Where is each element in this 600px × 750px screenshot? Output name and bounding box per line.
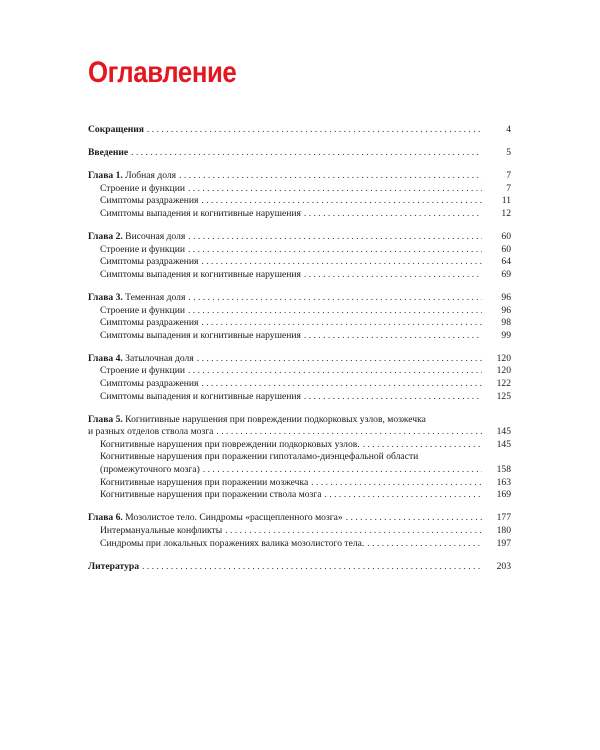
- toc-section: [88, 414, 511, 502]
- toc-page-number: 99: [501, 329, 511, 341]
- toc-page-number: 203: [496, 560, 511, 572]
- toc-page-number: 7: [506, 182, 511, 194]
- toc-subentry[interactable]: [88, 464, 511, 477]
- toc-leader-dots: [179, 170, 482, 183]
- toc-entry-label: [88, 256, 198, 269]
- toc-entry-text: Строение и функции: [100, 182, 185, 194]
- toc-subentry[interactable]: [88, 489, 511, 502]
- toc-subentry[interactable]: [88, 378, 511, 391]
- toc-entry[interactable]: [88, 147, 511, 160]
- toc-section: [88, 292, 511, 342]
- toc-entry[interactable]: [88, 231, 511, 244]
- toc-entry-chapter: Глава 1.: [88, 170, 123, 182]
- toc-entry-chapter: Литература: [88, 560, 140, 572]
- toc-subentry[interactable]: [88, 305, 511, 318]
- toc-entry-label: [88, 477, 308, 490]
- toc-entry-label: [88, 305, 185, 318]
- toc-leader-dots: [147, 124, 482, 137]
- toc-page-number: 120: [496, 352, 511, 364]
- toc-entry-text: Когнитивные нарушения при поражении гипоталамо-диэнцефальной области: [100, 451, 419, 463]
- page-title: Оглавление: [88, 56, 237, 89]
- toc-leader-dots: [188, 244, 482, 257]
- toc-leader-dots: [216, 426, 482, 439]
- toc-entry[interactable]: [88, 170, 511, 183]
- toc-entry-label: [88, 124, 144, 137]
- toc-subentry[interactable]: [88, 244, 511, 257]
- toc-subentry[interactable]: [88, 195, 511, 208]
- toc-entry-text: Строение и функции: [100, 243, 185, 255]
- toc-entry-label: [88, 538, 364, 551]
- toc-subentry[interactable]: [88, 269, 511, 282]
- toc-entry-chapter: Введение: [88, 147, 129, 159]
- toc-page-number: 169: [496, 489, 511, 501]
- toc-page-number: 120: [496, 365, 511, 377]
- toc-entry-label: [88, 439, 360, 452]
- toc-entry-label: [88, 525, 222, 538]
- toc-entry-text: Когнитивные нарушения при поражении мозжечка: [100, 476, 309, 488]
- toc-page-number: 96: [501, 291, 511, 303]
- toc-entry-label: [88, 414, 511, 427]
- toc-entry-label: [88, 195, 198, 208]
- toc-leader-dots: [363, 439, 482, 452]
- toc-page-number: 122: [496, 378, 511, 389]
- toc-subentry[interactable]: [88, 525, 511, 538]
- toc-leader-dots: [304, 391, 482, 404]
- toc-subentry[interactable]: [88, 477, 511, 490]
- toc-entry-label: [88, 426, 213, 439]
- toc-section: [88, 231, 511, 281]
- toc-leader-dots: [304, 330, 482, 343]
- toc-leader-dots: [304, 208, 482, 221]
- toc-section: [88, 512, 511, 550]
- toc-entry-label: [88, 512, 343, 525]
- toc-entry-chapter: Глава 2.: [88, 231, 123, 243]
- toc-entry-text: Симптомы выпадения и когнитивные нарушения: [100, 329, 301, 341]
- table-of-contents: [88, 124, 511, 584]
- toc-leader-dots: [311, 477, 482, 490]
- toc-entry-text: Височная доля: [122, 231, 186, 243]
- toc-entry[interactable]: [88, 353, 511, 366]
- toc-page-number: 177: [496, 512, 511, 524]
- toc-entry-label: [88, 244, 185, 257]
- toc-section: [88, 170, 511, 220]
- toc-subentry[interactable]: [88, 391, 511, 404]
- toc-entry[interactable]: [88, 561, 511, 574]
- toc-leader-dots: [304, 269, 482, 282]
- toc-entry-text: Симптомы выпадения и когнитивные нарушения: [100, 268, 301, 280]
- toc-subentry[interactable]: [88, 538, 511, 551]
- toc-entry-text: Строение и функции: [100, 365, 185, 377]
- toc-entry-text: Когнитивные нарушения при повреждении подкорковых узлов.: [100, 438, 360, 450]
- toc-leader-dots: [188, 231, 482, 244]
- toc-entry-label: [88, 208, 301, 221]
- toc-page-number: 7: [506, 170, 511, 182]
- toc-entry-label: [88, 391, 301, 404]
- toc-page-number: 60: [501, 231, 511, 243]
- toc-page-number: 64: [501, 256, 511, 268]
- toc-entry-label: [88, 365, 185, 378]
- toc-subentry[interactable]: [88, 439, 511, 452]
- toc-leader-dots: [201, 256, 482, 269]
- toc-entry[interactable]: [88, 292, 511, 305]
- toc-page-number: 163: [496, 476, 511, 488]
- toc-page-number: 180: [496, 524, 511, 536]
- toc-leader-dots: [142, 561, 482, 574]
- toc-leader-dots: [325, 489, 483, 502]
- toc-entry-label: [88, 464, 200, 477]
- toc-page-number: 158: [496, 464, 511, 476]
- toc-entry-label: [88, 378, 198, 391]
- toc-entry-label: [88, 231, 185, 244]
- toc-entry[interactable]: [88, 512, 511, 525]
- toc-page-number: 145: [496, 438, 511, 450]
- toc-leader-dots: [201, 195, 482, 208]
- toc-entry-label: [88, 147, 128, 160]
- toc-subentry[interactable]: [88, 330, 511, 343]
- toc-section: [88, 147, 511, 160]
- toc-entry-text: Симптомы выпадения и когнитивные нарушения: [100, 207, 301, 219]
- toc-entry-text: Симптомы раздражения: [100, 378, 199, 389]
- toc-leader-dots: [367, 538, 482, 551]
- toc-page-number: 12: [501, 207, 511, 219]
- toc-subentry[interactable]: [88, 317, 511, 330]
- toc-entry-text: Лобная доля: [122, 170, 177, 182]
- toc-entry-label: [88, 183, 185, 196]
- toc-leader-dots: [197, 353, 482, 366]
- toc-entry-label: [88, 292, 185, 305]
- toc-page-number: 60: [501, 243, 511, 255]
- toc-page-number: 125: [496, 390, 511, 402]
- toc-subentry[interactable]: [88, 365, 511, 378]
- toc-entry-text: Симптомы раздражения: [100, 256, 199, 268]
- toc-entry-text: Симптомы раздражения: [100, 195, 199, 207]
- toc-entry-text: (промежуточного мозга): [100, 464, 200, 476]
- toc-entry-chapter: Глава 3.: [88, 291, 123, 303]
- toc-leader-dots: [201, 378, 482, 391]
- toc-entry-label: [88, 561, 139, 574]
- toc-entry-label: [88, 269, 301, 282]
- toc-entry-label: [88, 330, 301, 343]
- toc-leader-dots: [131, 147, 482, 160]
- toc-entry[interactable]: [88, 124, 511, 137]
- toc-entry-label: [88, 353, 194, 366]
- toc-page-number: 98: [501, 317, 511, 329]
- toc-subentry[interactable]: [88, 183, 511, 196]
- toc-entry-chapter: Глава 5.: [88, 413, 123, 425]
- toc-leader-dots: [201, 317, 482, 330]
- toc-entry-chapter: Сокращения: [88, 124, 144, 135]
- toc-entry-chapter: Глава 6.: [88, 512, 123, 524]
- toc-page-number: 11: [501, 195, 511, 207]
- toc-section: [88, 561, 511, 574]
- toc-entry-label: [88, 451, 511, 464]
- toc-subentry[interactable]: [88, 256, 511, 269]
- toc-subentry[interactable]: [88, 451, 511, 464]
- toc-section: [88, 124, 511, 137]
- toc-page-number: 69: [501, 268, 511, 280]
- toc-leader-dots: [225, 525, 482, 538]
- toc-entry-text: Интермануальные конфликты: [100, 524, 223, 536]
- toc-entry-text: Когнитивные нарушения при поражении ствола мозга: [100, 489, 322, 501]
- toc-page-number: 96: [501, 304, 511, 316]
- toc-entry-text: Симптомы выпадения и когнитивные нарушения: [100, 390, 301, 402]
- toc-entry-text: Симптомы раздражения: [100, 317, 199, 329]
- toc-page-number: 4: [506, 124, 511, 135]
- toc-leader-dots: [188, 365, 482, 378]
- toc-leader-dots: [346, 512, 482, 525]
- toc-entry-label: [88, 489, 322, 502]
- toc-leader-dots: [188, 305, 482, 318]
- toc-leader-dots: [188, 292, 482, 305]
- toc-entry-text: Мозолистое тело. Синдромы «расщепленного мозга»: [122, 512, 343, 524]
- toc-entry-text: Синдромы при локальных поражениях валика мозолистого тела.: [100, 537, 365, 549]
- toc-entry-text: и разных отделов ствола мозга: [88, 426, 214, 438]
- toc-page-number: 145: [496, 426, 511, 438]
- toc-entry-text: Теменная доля: [122, 291, 186, 303]
- toc-leader-dots: [203, 464, 482, 477]
- toc-entry-label: [88, 170, 176, 183]
- toc-page-number: 197: [496, 537, 511, 549]
- toc-subentry[interactable]: [88, 208, 511, 221]
- toc-entry-text: Строение и функции: [100, 304, 185, 316]
- toc-entry-text: Когнитивные нарушения при повреждении подкорковых узлов, мозжечка: [122, 413, 426, 425]
- toc-entry[interactable]: [88, 426, 511, 439]
- toc-entry-chapter: Глава 4.: [88, 352, 123, 364]
- toc-entry-label: [88, 317, 198, 330]
- toc-section: [88, 353, 511, 403]
- toc-entry-text: Затылочная доля: [122, 352, 194, 364]
- toc-leader-dots: [188, 183, 482, 196]
- toc-page-number: 5: [506, 147, 511, 159]
- toc-entry[interactable]: [88, 414, 511, 427]
